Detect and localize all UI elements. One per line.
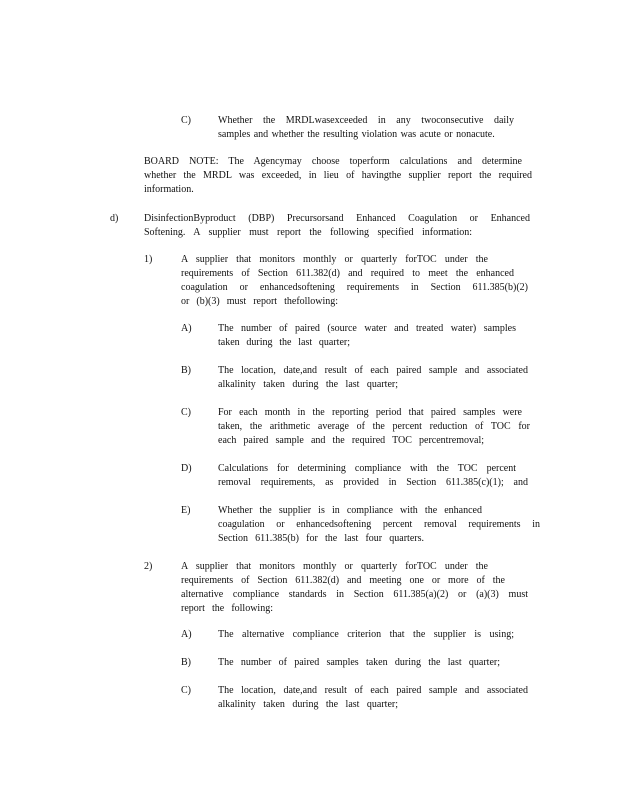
text-line: samples and whether the resulting violation was acute or nonacute.	[218, 129, 495, 140]
text-line: information.	[144, 184, 194, 195]
text-line: alkalinity taken during the last quarter;	[218, 699, 398, 710]
section-label: d)	[110, 213, 119, 224]
item-text	[218, 364, 528, 392]
text-line: The alternative compliance criterion that the supplier is using;	[218, 629, 514, 640]
text-line: The location, date,and result of each paired sample and associated	[218, 365, 528, 376]
item-text	[218, 322, 516, 350]
text-line: For each month in the reporting period that paired samples were	[218, 407, 522, 418]
item-label: A)	[181, 323, 192, 334]
item-text	[181, 253, 528, 309]
item-label: A)	[181, 629, 192, 640]
item-text	[218, 684, 528, 712]
text-line: A supplier that monitors monthly or quarterly forTOC under the	[181, 254, 488, 265]
item-label: 2)	[144, 561, 153, 572]
text-line: Whether the MRDLwasexceeded in any twoconsecutive daily	[218, 115, 514, 126]
item-text	[218, 406, 530, 448]
item-label: B)	[181, 657, 191, 668]
item-label: B)	[181, 365, 191, 376]
text-line: report the following:	[181, 603, 273, 614]
text-line: alternative compliance standards in Section 611.385(a)(2) or (a)(3) must	[181, 589, 528, 600]
item-label: C)	[181, 685, 191, 696]
text-line: The number of paired samples taken during the last quarter;	[218, 657, 500, 668]
text-line: A supplier that monitors monthly or quarterly forTOC under the	[181, 561, 488, 572]
text-line: requirements of Section 611.382(d) and required to meet the enhanced	[181, 268, 514, 279]
text-line: Softening. A supplier must report the following specified information:	[144, 227, 472, 238]
item-text	[218, 656, 500, 670]
item-label: 1)	[144, 254, 153, 265]
text-line: The number of paired (source water and treated water) samples	[218, 323, 516, 334]
item-text	[181, 560, 528, 616]
item-text	[218, 114, 532, 142]
text-line: each paired sample and the required TOC percentremoval;	[218, 435, 484, 446]
text-line: The location, date,and result of each paired sample and associated	[218, 685, 528, 696]
text-line: taken during the last quarter;	[218, 337, 350, 348]
item-label: D)	[181, 463, 192, 474]
text-line: whether the MRDL was exceeded, in lieu of havingthe supplier report the required	[144, 170, 532, 181]
item-text	[218, 462, 528, 490]
item-label: C)	[181, 407, 191, 418]
text-line: Section 611.385(b) for the last four quarters.	[218, 533, 424, 544]
text-line: Whether the supplier is in compliance with the enhanced	[218, 505, 482, 516]
text-line: Calculations for determining compliance with the TOC percent	[218, 463, 516, 474]
item-label: E)	[181, 505, 191, 516]
item-label: C)	[181, 115, 191, 126]
text-line: taken, the arithmetic average of the percent reduction of TOC for	[218, 421, 530, 432]
board-note-text	[144, 155, 532, 197]
text-line: or (b)(3) must report thefollowing:	[181, 296, 338, 307]
text-line: BOARD NOTE: The Agencymay choose toperform calculations and determine	[144, 156, 522, 167]
item-text	[218, 628, 514, 642]
text-line: DisinfectionByproduct (DBP) Precursorsand Enhanced Coagulation or Enhanced	[144, 213, 530, 224]
item-text	[218, 504, 540, 546]
text-line: requirements of Section 611.382(d) and meeting one or more of the	[181, 575, 505, 586]
text-line: alkalinity taken during the last quarter;	[218, 379, 398, 390]
text-line: coagulation or enhancedsoftening percent removal requirements in	[218, 519, 540, 530]
section-text	[144, 212, 530, 240]
text-line: coagulation or enhancedsoftening requirements in Section 611.385(b)(2)	[181, 282, 528, 293]
text-line: removal requirements, as provided in Section 611.385(c)(1); and	[218, 477, 528, 488]
